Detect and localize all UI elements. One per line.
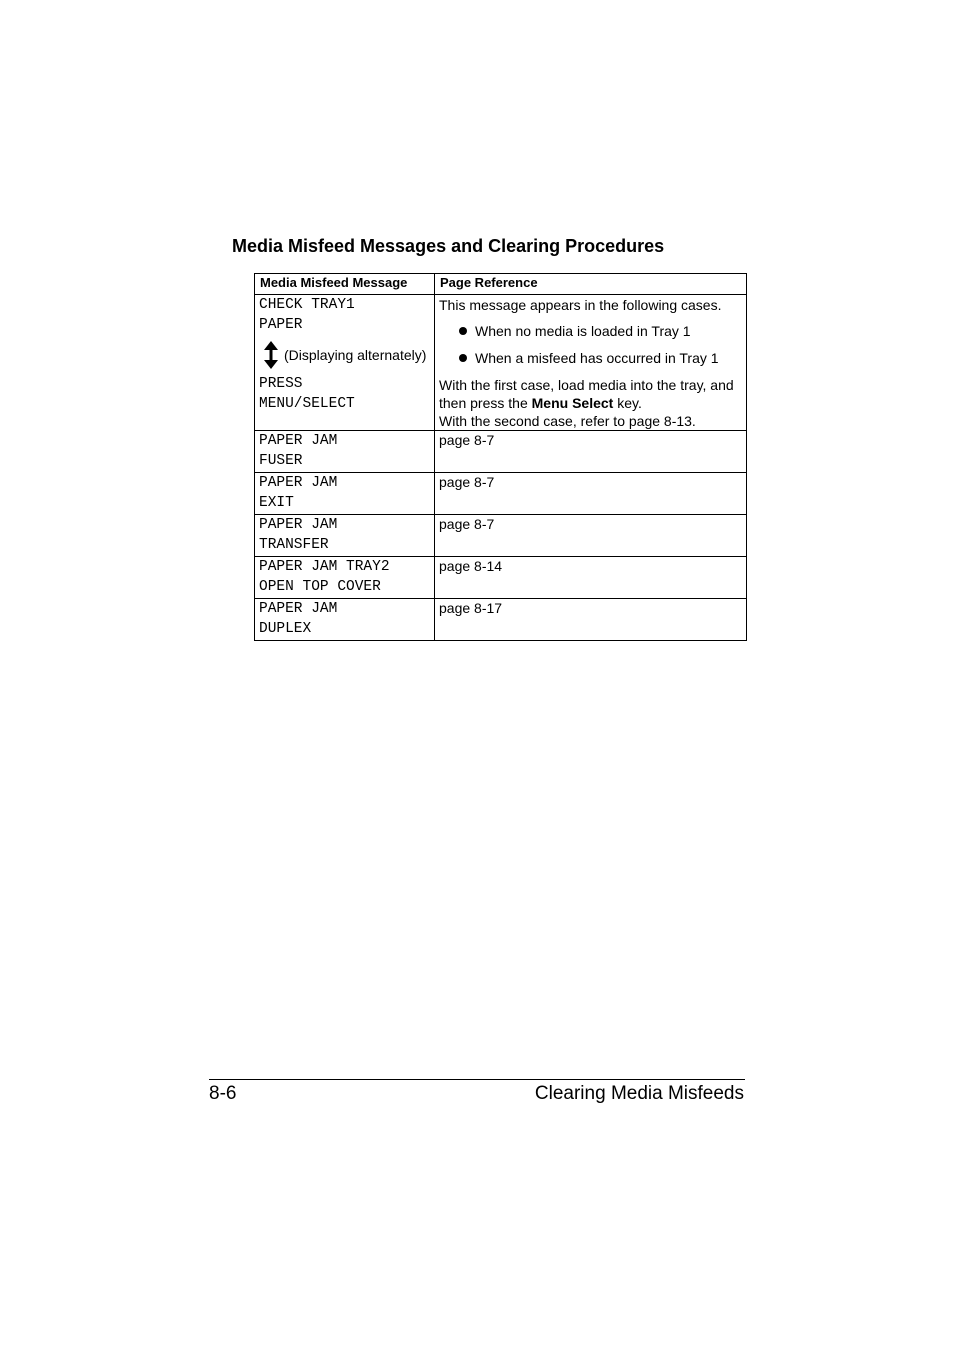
page-number: 8-6 — [209, 1083, 237, 1104]
message-line: PAPER JAM — [259, 601, 338, 617]
message-line: PAPER JAM — [259, 475, 338, 491]
message-cell — [255, 295, 435, 431]
second-case-instruction: With the second case, refer to page 8-13. — [439, 413, 696, 429]
table-header-row — [255, 274, 747, 295]
message-cell — [255, 599, 435, 641]
column-header-page-reference: Page Reference — [435, 274, 747, 295]
reference-cell — [435, 295, 747, 431]
message-line: PAPER — [259, 316, 303, 333]
table-row — [255, 515, 747, 557]
message-line: CHECK TRAY1 — [259, 297, 355, 313]
message-cell — [255, 473, 435, 515]
reference-cell: page 8-7 — [435, 431, 747, 473]
message-cell — [255, 515, 435, 557]
message-line: PAPER JAM — [259, 517, 338, 533]
message-line: MENU/SELECT — [259, 395, 355, 412]
message-line: FUSER — [259, 452, 303, 469]
table-row — [255, 431, 747, 473]
alternate-label: (Displaying alternately) — [284, 347, 427, 363]
table-row — [255, 473, 747, 515]
message-line: PAPER JAM — [259, 433, 338, 449]
instruction-text: With the first case, load media into the tray, and then press the — [439, 377, 734, 411]
reference-cell: page 8-7 — [435, 473, 747, 515]
case-list — [439, 322, 742, 367]
list-item — [439, 322, 742, 340]
section-title: Media Misfeed Messages and Clearing Procedures — [232, 236, 665, 256]
message-line: OPEN TOP COVER — [259, 578, 381, 595]
reference-cell: page 8-14 — [435, 557, 747, 599]
message-line: TRANSFER — [259, 536, 329, 553]
up-down-arrow-icon — [264, 341, 278, 369]
message-line: DUPLEX — [259, 620, 312, 637]
bullet-text: When no media is loaded in Tray 1 — [475, 323, 691, 339]
message-line: EXIT — [259, 494, 294, 511]
table-row — [255, 295, 747, 431]
first-case-instruction — [439, 376, 742, 412]
misfeed-messages-table — [254, 273, 747, 641]
message-cell — [255, 431, 435, 473]
chapter-title: Clearing Media Misfeeds — [534, 1083, 744, 1104]
instruction-text: key. — [613, 395, 642, 411]
alternate-indicator — [264, 341, 430, 369]
bullet-text: When a misfeed has occurred in Tray 1 — [475, 350, 719, 366]
menu-select-key-label: Menu Select — [531, 395, 614, 411]
reference-cell: page 8-17 — [435, 599, 747, 641]
column-header-message: Media Misfeed Message — [255, 274, 435, 295]
message-line: PAPER JAM TRAY2 — [259, 559, 390, 575]
table-row — [255, 557, 747, 599]
list-item — [439, 349, 742, 367]
footer-divider — [209, 1079, 745, 1080]
bullet-icon — [459, 327, 467, 335]
message-cell — [255, 557, 435, 599]
reference-cell: page 8-7 — [435, 515, 747, 557]
table-row — [255, 599, 747, 641]
message-line: PRESS — [259, 376, 303, 392]
bullet-icon — [459, 354, 467, 362]
reference-intro: This message appears in the following cases. — [439, 297, 722, 313]
